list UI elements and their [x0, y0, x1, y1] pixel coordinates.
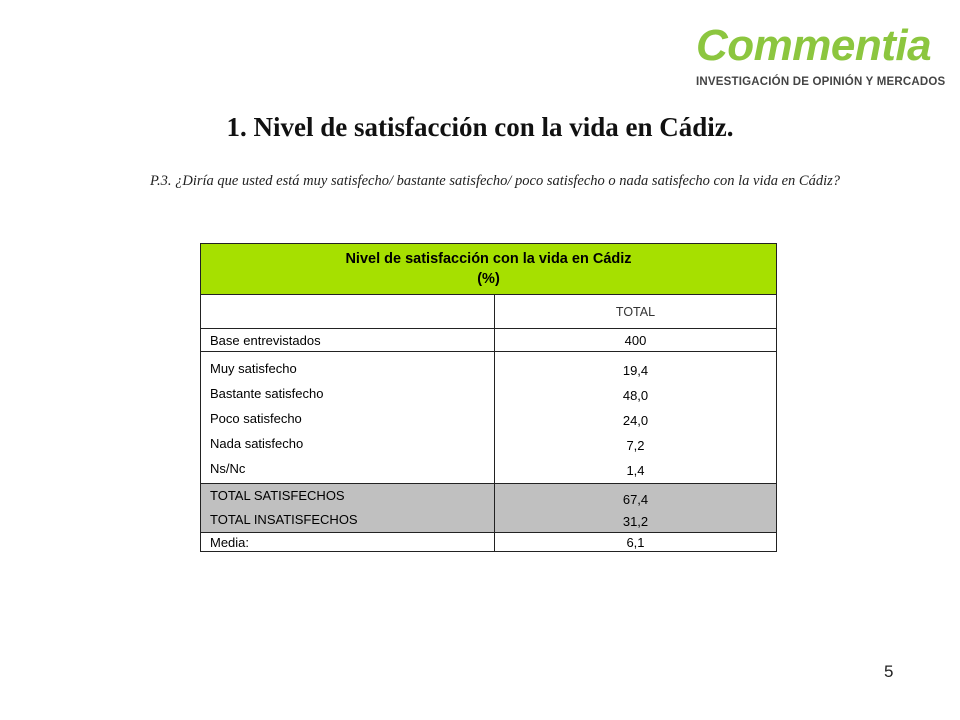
item-label: Bastante satisfecho	[210, 385, 324, 401]
table-header-unit: (%)	[477, 271, 500, 287]
item-label: Poco satisfecho	[210, 410, 302, 426]
brand-logo	[696, 21, 946, 88]
items-group	[201, 352, 777, 484]
item-value: 1,4	[626, 463, 645, 478]
totals-values-cell	[495, 484, 777, 533]
column-header-total: TOTAL	[495, 295, 777, 329]
table-header-title: Nivel de satisfacción con la vida en Cádiz	[345, 251, 632, 267]
page-title: 1. Nivel de satisfacción con la vida en Cádiz.	[226, 112, 734, 142]
table-header	[201, 244, 777, 295]
table-header-row	[201, 244, 777, 295]
logo-wordmark: Commentia	[696, 21, 932, 70]
logo-tagline: INVESTIGACIÓN DE OPINIÓN Y MERCADOS	[696, 76, 946, 88]
empty-cell	[201, 295, 495, 329]
media-value: 6,1	[495, 533, 777, 552]
item-value: 24,0	[622, 413, 649, 428]
item-value: 48,0	[622, 388, 649, 403]
total-label: TOTAL SATISFECHOS	[210, 488, 345, 503]
base-value: 400	[495, 329, 777, 352]
base-label: Base entrevistados	[201, 329, 495, 352]
results-table	[200, 243, 777, 552]
total-value: 67,4	[622, 492, 649, 507]
media-label: Media:	[201, 533, 495, 552]
item-label: Muy satisfecho	[210, 360, 297, 376]
item-value: 19,4	[622, 363, 649, 378]
items-values-cell	[495, 352, 777, 484]
totals-labels-cell	[201, 484, 495, 533]
table-row	[201, 533, 777, 552]
items-labels-cell	[201, 352, 495, 484]
total-value: 31,2	[622, 514, 649, 529]
total-label: TOTAL INSATISFECHOS	[210, 512, 358, 527]
page-number: 5	[884, 662, 894, 681]
item-label: Nada satisfecho	[210, 435, 304, 451]
table-row	[201, 329, 777, 352]
question-text: P.3. ¿Diría que usted está muy satisfecho/ bastante satisfecho/ poco satisfecho o nada satisfecho con la vida en Cádiz?	[149, 173, 841, 189]
item-label: Ns/Nc	[210, 460, 246, 476]
item-value: 7,2	[626, 438, 645, 453]
totals-group	[201, 484, 777, 533]
column-header-row	[201, 295, 777, 329]
